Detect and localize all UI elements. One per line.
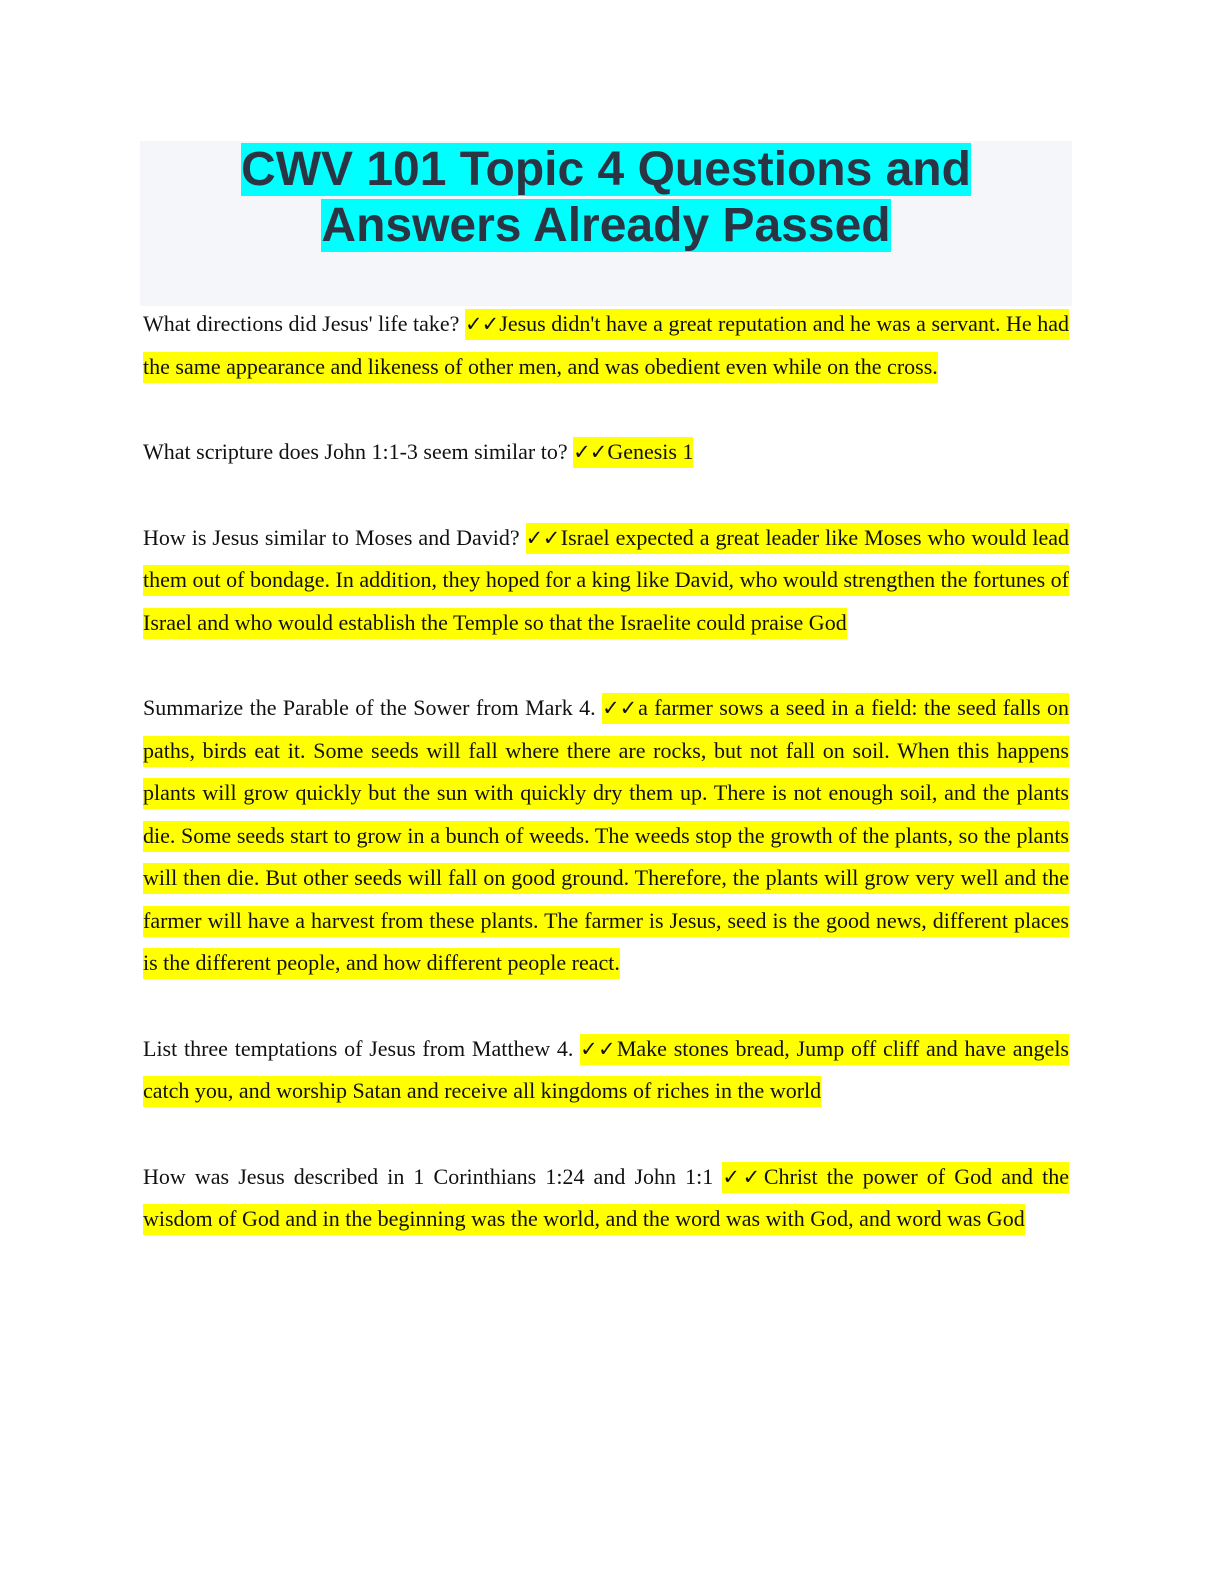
question-text: How was Jesus described in 1 Corinthians 1:24 and John 1:1 xyxy=(143,1163,714,1189)
double-check-icon: ✓✓ xyxy=(722,1164,763,1189)
question-text: Summarize the Parable of the Sower from Mark 4. xyxy=(143,695,596,720)
qa-item-directions xyxy=(143,303,1069,388)
title-line-2: Answers Already Passed xyxy=(321,199,891,252)
qa-item-corinthians xyxy=(143,1156,1069,1241)
answer-text: a farmer sows a seed in a field: the seed falls on paths, birds eat it. Some seeds will fall where there are rocks, but not fall on soil. When this happens plants will grow quickly but the sun with quickly dry them up. There is not enough soil, and the plants die. Some seeds start to grow in a bunch of weeds. The weeds stop the growth of the plants, so the plants will then die. But other seeds will fall on good ground. Therefore, the plants will grow very well and the farmer will have a harvest from these plants. The farmer is Jesus, seed is the good news, different places is the different people, and how different people react. xyxy=(143,695,1070,975)
qa-item-temptations xyxy=(143,1028,1069,1113)
question-text: What directions did Jesus' life take? xyxy=(143,311,460,336)
answer-text: Israel expected a great leader like Moses who would lead them out of bondage. In addition, they hoped for a king like David, who would strengthen the fortunes of Israel and who would establish the Temple so that the Israelite could praise God xyxy=(143,524,1070,635)
qa-item-parable-sower xyxy=(143,687,1069,985)
question-text: What scripture does John 1:1-3 seem similar to? xyxy=(143,439,568,464)
page-title xyxy=(140,142,1072,254)
question-text: List three temptations of Jesus from Matthew 4. xyxy=(143,1035,574,1061)
title-line-1: CWV 101 Topic 4 Questions and xyxy=(241,143,971,196)
double-check-icon: ✓✓ xyxy=(580,1036,616,1061)
qa-item-john-genesis xyxy=(143,431,1069,474)
question-text: How is Jesus similar to Moses and David? xyxy=(143,524,520,550)
double-check-icon: ✓✓ xyxy=(464,312,499,336)
double-check-icon: ✓✓ xyxy=(602,696,638,720)
answer-text: Make stones bread, Jump off cliff and have angels catch you, and worship Satan and receive all kingdoms of riches in the world xyxy=(143,1035,1069,1103)
double-check-icon: ✓✓ xyxy=(525,525,560,550)
answer-highlight xyxy=(573,437,693,468)
qa-item-moses-david xyxy=(143,517,1069,645)
answer-text: Jesus didn't have a great reputation and he was a servant. He had the same appearance and likeness of other men, and was obedient even while on the cross. xyxy=(143,311,1069,379)
title-block xyxy=(140,141,1072,306)
answer-text: Christ the power of God and the wisdom of God and in the beginning was the world, and the word was with God, and word was God xyxy=(143,1163,1070,1231)
double-check-icon: ✓✓ xyxy=(573,440,607,464)
answer-highlight xyxy=(143,693,1069,979)
qa-list xyxy=(143,303,1069,1284)
answer-text: Genesis 1 xyxy=(607,439,694,464)
